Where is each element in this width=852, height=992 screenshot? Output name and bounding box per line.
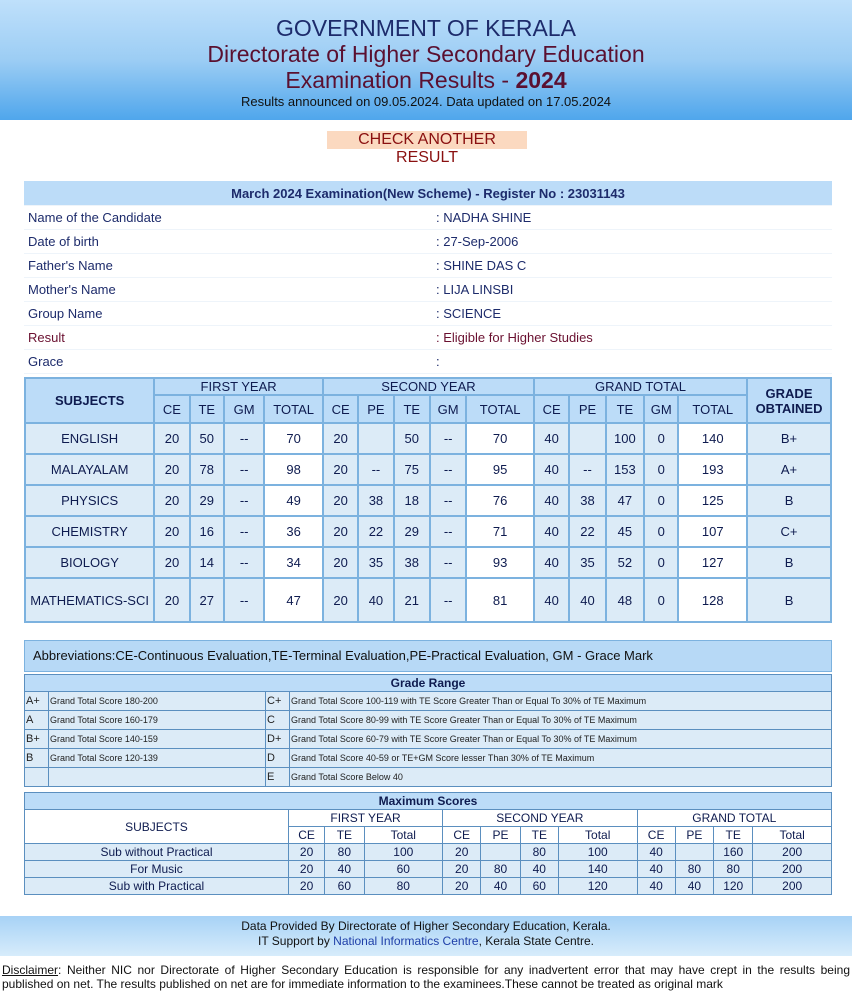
grade-code: C+ (266, 692, 290, 711)
grade-obtained: B+ (747, 423, 831, 454)
second-year-cell (358, 423, 393, 454)
page-header (0, 0, 852, 120)
second-year-cell: 93 (466, 547, 534, 578)
grand-total-cell: 47 (606, 485, 644, 516)
grade-range-row (25, 692, 832, 711)
max-second-cell: 100 (558, 844, 637, 861)
max-second-cell (481, 844, 520, 861)
first-year-cell: 20 (154, 454, 189, 485)
second-year-cell: -- (430, 485, 466, 516)
grand-total-cell: 100 (606, 423, 644, 454)
max-second-cell: 20 (443, 861, 481, 878)
second-year-cell: -- (430, 423, 466, 454)
grand-total-cell: 52 (606, 547, 644, 578)
grand-total-cell: 40 (569, 578, 605, 622)
subject-name: CHEMISTRY (25, 516, 154, 547)
grand-total-cell: 40 (534, 516, 569, 547)
max-subheader-first-te: TE (325, 827, 364, 844)
grand-total-cell: 0 (644, 485, 678, 516)
grade-obtained: B (747, 485, 831, 516)
grade-obtained: B (747, 547, 831, 578)
subheader-first-te: TE (190, 395, 224, 423)
subheader-second-ce: CE (323, 395, 358, 423)
max-subheader-first-total: Total (364, 827, 443, 844)
first-year-cell: 14 (190, 547, 224, 578)
first-year-cell: 20 (154, 516, 189, 547)
max-first-cell: 20 (288, 844, 324, 861)
candidate-row-grace: Grace : (24, 350, 832, 374)
grade-code: C (266, 711, 290, 730)
check-another-result-button[interactable]: CHECK ANOTHER RESULT (327, 131, 527, 149)
grade-description: Grand Total Score 180-200 (49, 692, 266, 711)
first-year-cell: 98 (264, 454, 323, 485)
subject-name: ENGLISH (25, 423, 154, 454)
max-subheader-second-te: TE (520, 827, 558, 844)
max-header-second-year: SECOND YEAR (443, 810, 637, 827)
header-grand-total: GRAND TOTAL (534, 378, 747, 395)
abbreviations-note: Abbreviations:CE-Continuous Evaluation,TE-Terminal Evaluation,PE-Practical Evaluation, GM - Grace Mark (24, 640, 832, 672)
second-year-cell: -- (430, 516, 466, 547)
marks-row (25, 547, 831, 578)
subheader-first-gm: GM (224, 395, 264, 423)
second-year-cell: 38 (394, 547, 430, 578)
max-first-cell: 80 (325, 844, 364, 861)
max-subheader-second-ce: CE (443, 827, 481, 844)
max-score-row (25, 844, 832, 861)
grand-total-cell: 22 (569, 516, 605, 547)
marks-row (25, 423, 831, 454)
subheader-second-total: TOTAL (466, 395, 534, 423)
disclaimer-label: Disclaimer (2, 963, 59, 977)
max-first-cell: 100 (364, 844, 443, 861)
grade-code: B+ (25, 730, 49, 749)
second-year-cell: 76 (466, 485, 534, 516)
first-year-cell: 49 (264, 485, 323, 516)
grand-total-cell: 107 (678, 516, 747, 547)
max-row-name: For Music (25, 861, 289, 878)
subheader-grand-pe: PE (569, 395, 605, 423)
max-header-first-year: FIRST YEAR (288, 810, 442, 827)
candidate-row-name: Name of the Candidate : NADHA SHINE (24, 206, 832, 230)
grade-range-row (25, 730, 832, 749)
candidate-details-table (24, 181, 832, 374)
max-second-cell: 80 (520, 844, 558, 861)
grand-total-cell: -- (569, 454, 605, 485)
header-subjects: SUBJECTS (25, 378, 154, 423)
max-grand-cell: 40 (637, 861, 675, 878)
candidate-row-mother: Mother's Name : LIJA LINSBI (24, 278, 832, 302)
max-subheader-grand-ce: CE (637, 827, 675, 844)
candidate-row-group: Group Name : SCIENCE (24, 302, 832, 326)
second-year-cell: 22 (358, 516, 393, 547)
max-grand-cell: 200 (753, 878, 832, 895)
first-year-cell: 47 (264, 578, 323, 622)
subject-name: MALAYALAM (25, 454, 154, 485)
max-second-cell: 20 (443, 844, 481, 861)
marks-row (25, 454, 831, 485)
grand-total-cell: 153 (606, 454, 644, 485)
grand-total-cell: 140 (678, 423, 747, 454)
max-first-cell: 20 (288, 878, 324, 895)
second-year-cell: 95 (466, 454, 534, 485)
max-first-cell: 60 (364, 861, 443, 878)
max-grand-cell: 40 (637, 878, 675, 895)
maximum-scores-title: Maximum Scores (25, 793, 832, 810)
candidate-row-dob: Date of birth : 27-Sep-2006 (24, 230, 832, 254)
second-year-cell: -- (358, 454, 393, 485)
grade-description: Grand Total Score 160-179 (49, 711, 266, 730)
grade-range-row (25, 768, 832, 787)
grade-range-title: Grade Range (25, 675, 832, 692)
max-grand-cell: 200 (753, 861, 832, 878)
subheader-second-gm: GM (430, 395, 466, 423)
max-first-cell: 60 (325, 878, 364, 895)
page-footer (0, 916, 852, 956)
maximum-scores-table (24, 792, 832, 895)
second-year-cell: 75 (394, 454, 430, 485)
max-first-cell: 20 (288, 861, 324, 878)
second-year-cell: 20 (323, 578, 358, 622)
header-directorate: Directorate of Higher Secondary Education (207, 41, 645, 67)
max-score-row (25, 861, 832, 878)
first-year-cell: 16 (190, 516, 224, 547)
max-subheader-grand-total: Total (753, 827, 832, 844)
first-year-cell: -- (224, 547, 264, 578)
grade-code: D (266, 749, 290, 768)
max-row-name: Sub without Practical (25, 844, 289, 861)
second-year-cell: 50 (394, 423, 430, 454)
grand-total-cell: 0 (644, 516, 678, 547)
second-year-cell: 81 (466, 578, 534, 622)
grade-code: A+ (25, 692, 49, 711)
max-grand-cell: 80 (714, 861, 753, 878)
subheader-grand-total: TOTAL (678, 395, 747, 423)
second-year-cell: 29 (394, 516, 430, 547)
second-year-cell: 38 (358, 485, 393, 516)
grade-description: Grand Total Score 40-59 or TE+GM Score lesser Than 30% of TE Maximum (290, 749, 832, 768)
max-second-cell: 40 (520, 861, 558, 878)
grade-description: Grand Total Score 100-119 with TE Score Greater Than or Equal To 30% of TE Maximum (290, 692, 832, 711)
max-subheader-second-total: Total (558, 827, 637, 844)
grand-total-cell: 193 (678, 454, 747, 485)
second-year-cell: 71 (466, 516, 534, 547)
grand-total-cell: 125 (678, 485, 747, 516)
first-year-cell: -- (224, 454, 264, 485)
grade-description: Grand Total Score 60-79 with TE Score Greater Than or Equal To 30% of TE Maximum (290, 730, 832, 749)
subheader-first-total: TOTAL (264, 395, 323, 423)
first-year-cell: 78 (190, 454, 224, 485)
max-second-cell: 80 (481, 861, 520, 878)
max-grand-cell: 40 (637, 844, 675, 861)
first-year-cell: 36 (264, 516, 323, 547)
grade-code: D+ (266, 730, 290, 749)
grade-obtained: C+ (747, 516, 831, 547)
first-year-cell: 34 (264, 547, 323, 578)
subheader-second-pe: PE (358, 395, 393, 423)
header-announcement: Results announced on 09.05.2024. Data updated on 17.05.2024 (240, 94, 612, 109)
max-grand-cell: 160 (714, 844, 753, 861)
max-second-cell: 40 (481, 878, 520, 895)
second-year-cell: 20 (323, 547, 358, 578)
marks-row (25, 485, 831, 516)
second-year-cell: 18 (394, 485, 430, 516)
first-year-cell: -- (224, 578, 264, 622)
candidate-row-father: Father's Name : SHINE DAS C (24, 254, 832, 278)
grand-total-cell: 40 (534, 454, 569, 485)
header-grade-obtained: GRADE OBTAINED (747, 378, 831, 423)
first-year-cell: 27 (190, 578, 224, 622)
grand-total-cell: 128 (678, 578, 747, 622)
grade-range-table (24, 674, 832, 787)
subject-name: PHYSICS (25, 485, 154, 516)
grand-total-cell: 48 (606, 578, 644, 622)
grade-obtained: A+ (747, 454, 831, 485)
marks-row (25, 578, 831, 622)
first-year-cell: 20 (154, 547, 189, 578)
first-year-cell: -- (224, 423, 264, 454)
grand-total-cell: 38 (569, 485, 605, 516)
second-year-cell: -- (430, 547, 466, 578)
grand-total-cell: 0 (644, 454, 678, 485)
first-year-cell: 20 (154, 578, 189, 622)
max-grand-cell (675, 844, 713, 861)
max-second-cell: 20 (443, 878, 481, 895)
subheader-grand-ce: CE (534, 395, 569, 423)
second-year-cell: 21 (394, 578, 430, 622)
first-year-cell: -- (224, 485, 264, 516)
grade-description: Grand Total Score 80-99 with TE Score Greater Than or Equal To 30% of TE Maximum (290, 711, 832, 730)
max-first-cell: 40 (325, 861, 364, 878)
header-second-year: SECOND YEAR (323, 378, 534, 395)
second-year-cell: -- (430, 578, 466, 622)
nic-link[interactable]: National Informatics Centre (333, 934, 479, 948)
max-first-cell: 80 (364, 878, 443, 895)
max-grand-cell: 200 (753, 844, 832, 861)
second-year-cell: 35 (358, 547, 393, 578)
exam-register-title: March 2024 Examination(New Scheme) - Register No : 23031143 (24, 181, 832, 206)
grand-total-cell: 45 (606, 516, 644, 547)
grand-total-cell: 127 (678, 547, 747, 578)
grade-range-row (25, 711, 832, 730)
first-year-cell: 29 (190, 485, 224, 516)
grand-total-cell: 40 (534, 547, 569, 578)
grand-total-cell: 40 (534, 423, 569, 454)
grand-total-cell (569, 423, 605, 454)
grade-description: Grand Total Score 140-159 (49, 730, 266, 749)
grade-description: Grand Total Score 120-139 (49, 749, 266, 768)
second-year-cell: 20 (323, 423, 358, 454)
subheader-first-ce: CE (154, 395, 189, 423)
second-year-cell: 20 (323, 516, 358, 547)
max-second-cell: 140 (558, 861, 637, 878)
max-subheader-grand-te: TE (714, 827, 753, 844)
first-year-cell: -- (224, 516, 264, 547)
max-subheader-first-ce: CE (288, 827, 324, 844)
grand-total-cell: 0 (644, 423, 678, 454)
header-government: GOVERNMENT OF KERALA (276, 15, 576, 41)
subject-name: MATHEMATICS-SCI (25, 578, 154, 622)
disclaimer (2, 963, 850, 991)
grade-code: A (25, 711, 49, 730)
max-second-cell: 60 (520, 878, 558, 895)
disclaimer-text: : Neither NIC nor Directorate of Higher Secondary Education is responsible for any inadvertent error that may have crept in the results being published on net. The results published on net are for immediate information to the examinees.These cannot be treated as original mark (2, 963, 850, 991)
subject-name: BIOLOGY (25, 547, 154, 578)
max-grand-cell: 40 (675, 878, 713, 895)
grand-total-cell: 0 (644, 578, 678, 622)
grade-range-row (25, 749, 832, 768)
header-year: 2024 (515, 67, 567, 93)
second-year-cell: 70 (466, 423, 534, 454)
subheader-grand-te: TE (606, 395, 644, 423)
grade-obtained: B (747, 578, 831, 622)
max-subheader-grand-pe: PE (675, 827, 713, 844)
grade-description (49, 768, 266, 787)
footer-data-provider: Data Provided By Directorate of Higher Secondary Education, Kerala. (241, 919, 611, 933)
header-first-year: FIRST YEAR (154, 378, 323, 395)
max-grand-cell: 80 (675, 861, 713, 878)
subheader-grand-gm: GM (644, 395, 678, 423)
candidate-row-result: Result : Eligible for Higher Studies (24, 326, 832, 350)
max-score-row (25, 878, 832, 895)
second-year-cell: -- (430, 454, 466, 485)
first-year-cell: 20 (154, 423, 189, 454)
marks-row (25, 516, 831, 547)
first-year-cell: 70 (264, 423, 323, 454)
grade-code: B (25, 749, 49, 768)
footer-it-support: IT Support by National Informatics Centre, Kerala State Centre. (258, 934, 594, 948)
header-exam-results: Examination Results - 2024 (285, 67, 567, 93)
max-subheader-second-pe: PE (481, 827, 520, 844)
max-header-grand-total: GRAND TOTAL (637, 810, 832, 827)
grade-code: E (266, 768, 290, 787)
grade-code (25, 768, 49, 787)
grand-total-cell: 40 (534, 578, 569, 622)
subheader-second-te: TE (394, 395, 430, 423)
first-year-cell: 20 (154, 485, 189, 516)
second-year-cell: 20 (323, 485, 358, 516)
second-year-cell: 40 (358, 578, 393, 622)
max-second-cell: 120 (558, 878, 637, 895)
grade-description: Grand Total Score Below 40 (290, 768, 832, 787)
grand-total-cell: 0 (644, 547, 678, 578)
first-year-cell: 50 (190, 423, 224, 454)
marks-table (24, 377, 832, 623)
grand-total-cell: 35 (569, 547, 605, 578)
second-year-cell: 20 (323, 454, 358, 485)
max-row-name: Sub with Practical (25, 878, 289, 895)
grand-total-cell: 40 (534, 485, 569, 516)
max-grand-cell: 120 (714, 878, 753, 895)
max-header-subjects: SUBJECTS (25, 810, 289, 844)
